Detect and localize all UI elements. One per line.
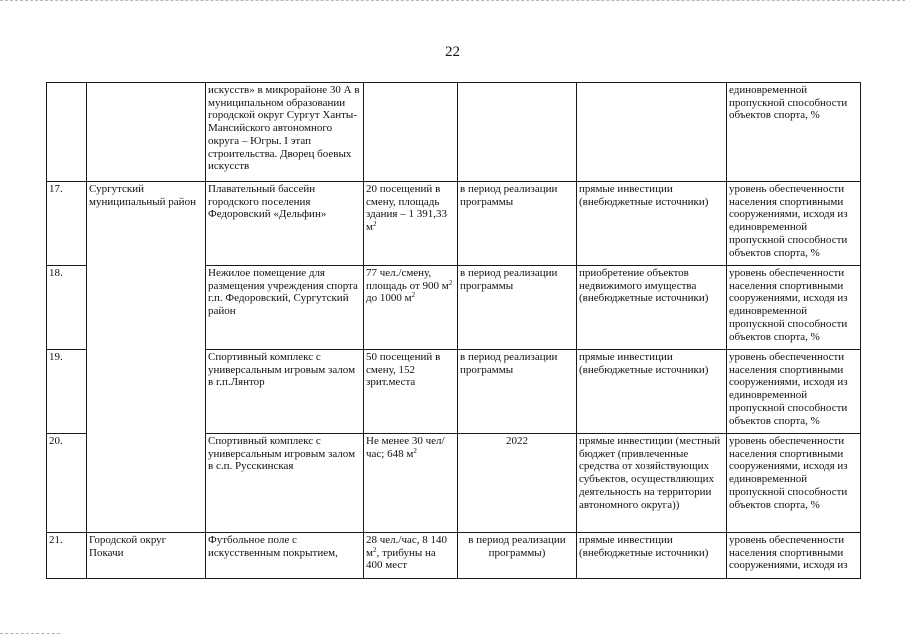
cell-object: Спортивный комплекс с универсальным игровым залом в г.п.Лянтор xyxy=(206,350,364,434)
cell-municipality: Сургутский муниципальный район xyxy=(87,182,206,533)
cell-object: Нежилое помещение для размещения учреждения спорта г.п. Федоровский, Сургутский район xyxy=(206,266,364,350)
cell-number: 18. xyxy=(47,266,87,350)
cell-indicator: уровень обеспеченности населения спортивными сооружениями, исходя из единовременной пропускной способности объектов спорта, % xyxy=(727,266,861,350)
table-row xyxy=(47,182,861,266)
cell-capacity xyxy=(364,83,458,182)
cell-capacity: Не менее 30 чел/час; 648 $м^2$ xyxy=(364,434,458,533)
cell-number: 20. xyxy=(47,434,87,533)
cell-indicator: уровень обеспеченности населения спортивными сооружениями, исходя из xyxy=(727,533,861,579)
cell-number: 21. xyxy=(47,533,87,579)
cell-number xyxy=(47,83,87,182)
cell-period: в период реализации программы xyxy=(458,266,577,350)
table-row xyxy=(47,533,861,579)
cell-mechanism: прямые инвестиции (внебюджетные источники) xyxy=(577,182,727,266)
cell-object: Футбольное поле с искусственным покрытием, xyxy=(206,533,364,579)
cell-object: Спортивный комплекс с универсальным игровым залом в с.п. Русскинская xyxy=(206,434,364,533)
cell-municipality xyxy=(87,83,206,182)
cell-mechanism: прямые инвестиции (внебюджетные источники) xyxy=(577,350,727,434)
cell-capacity: 28 чел./час, 8 140 $м^2$, трибуны на 400 мест xyxy=(364,533,458,579)
cell-period: в период реализации программы xyxy=(458,182,577,266)
cell-mechanism: прямые инвестиции (внебюджетные источники) xyxy=(577,533,727,579)
cell-capacity: 20 посещений в смену, площадь здания – 1 391,33 $м^2$ xyxy=(364,182,458,266)
cell-municipality: Городской округ Покачи xyxy=(87,533,206,579)
cell-mechanism xyxy=(577,83,727,182)
cell-indicator: уровень обеспеченности населения спортивными сооружениями, исходя из единовременной пропускной способности объектов спорта, % xyxy=(727,182,861,266)
cell-number: 19. xyxy=(47,350,87,434)
cell-indicator: уровень обеспеченности населения спортивными сооружениями, исходя из единовременной пропускной способности объектов спорта, % xyxy=(727,350,861,434)
cell-mechanism: приобретение объектов недвижимого имущества (внебюджетные источники) xyxy=(577,266,727,350)
page-number: 22 xyxy=(445,44,460,60)
cell-period: в период реализации программы) xyxy=(458,533,577,579)
table-row xyxy=(47,83,861,182)
cell-capacity: 77 чел./смену, площадь от 900 $м^2$ до 1000 $м^2$ xyxy=(364,266,458,350)
cell-indicator: единовременной пропускной способности объектов спорта, % xyxy=(727,83,861,182)
scan-edge-top xyxy=(0,0,905,10)
cell-period xyxy=(458,83,577,182)
cell-period: 2022 xyxy=(458,434,577,533)
cell-capacity: 50 посещений в смену, 152 зрит.места xyxy=(364,350,458,434)
cell-object: Плавательный бассейн городского поселения Федоровский «Дельфин» xyxy=(206,182,364,266)
cell-indicator: уровень обеспеченности населения спортивными сооружениями, исходя из единовременной пропускной способности объектов спорта, % xyxy=(727,434,861,533)
cell-mechanism: прямые инвестиции (местный бюджет (привлеченные средства от хозяйствующих субъектов, осуществляющих деятельность на территории автономного округа)) xyxy=(577,434,727,533)
cell-period: в период реализации программы xyxy=(458,350,577,434)
cell-object: искусств» в микрорайоне 30 А в муниципальном образовании городской округ Сургут Ханты-Мансийского автономного округа – Югры. I этап строительства. Дворец боевых искусств xyxy=(206,83,364,182)
investment-objects-table xyxy=(46,82,861,579)
scan-edge-bottom xyxy=(0,633,60,636)
cell-number: 17. xyxy=(47,182,87,266)
